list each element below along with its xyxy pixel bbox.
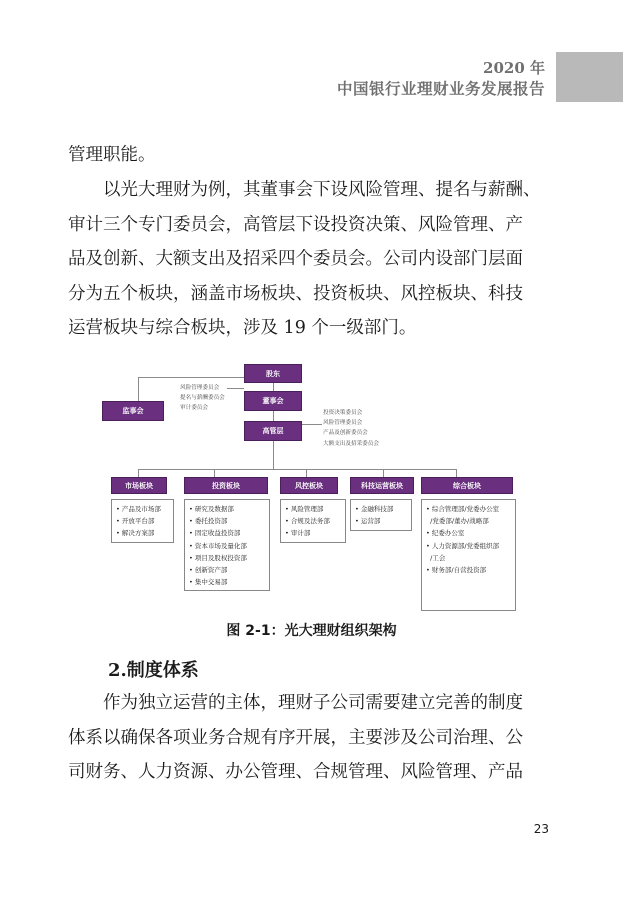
division-general-list xyxy=(421,499,516,611)
dept-item: /工会 xyxy=(426,553,446,562)
division-market: 市场板块 xyxy=(111,477,167,494)
dept-item: • 综合管理部/党委办公室 xyxy=(426,505,500,513)
node-board: 董事会 xyxy=(244,391,302,411)
dept-item: • 集中交易部 xyxy=(189,578,228,587)
text-line: 司财务、人力资源、办公管理、合规管理、风险管理、产品 xyxy=(68,762,523,782)
committee-item: 大额支出及招采委员会 xyxy=(323,440,379,447)
text-line: 分为五个板块，涵盖市场板块、投资板块、风控板块、科技 xyxy=(68,283,523,304)
committee-item: 风险管理委员会 xyxy=(180,385,220,391)
dept-item: • 风险管理部 xyxy=(285,505,324,513)
dept-item: • 审计部 xyxy=(285,529,311,538)
division-risk: 风控板块 xyxy=(280,477,338,494)
dept-item: • 解决方案部 xyxy=(116,529,155,538)
dept-item: • 合规及法务部 xyxy=(285,517,330,526)
dept-item: /党委部/董办/战略部 xyxy=(426,517,489,526)
committee-item: 投资决策委员会 xyxy=(323,410,363,416)
dept-item: • 研究及数据部 xyxy=(189,505,234,513)
node-management: 高管层 xyxy=(244,421,302,441)
dept-item: • 委托投资部 xyxy=(189,517,228,526)
dept-item: • 财务部/自营投资部 xyxy=(426,566,487,575)
dept-item: • 金融科技部 xyxy=(355,505,394,513)
division-market-list xyxy=(111,499,174,543)
section-heading: 2.制度体系 xyxy=(108,660,199,681)
division-investment-list xyxy=(184,499,270,591)
header-title: 中国银行业理财业务发展报告 xyxy=(336,79,545,98)
paragraph-bottom xyxy=(68,686,568,790)
node-shareholders: 股东 xyxy=(244,364,302,383)
dept-item: • 运营部 xyxy=(355,517,381,526)
board-committees xyxy=(180,383,225,414)
division-investment: 投资板块 xyxy=(184,477,268,494)
committee-item: 风险管理委员会 xyxy=(323,420,363,427)
committee-item: 产品及创新委员会 xyxy=(323,430,368,437)
text-line: 运营板块与综合板块，涉及 19 个一级部门。 xyxy=(68,318,417,338)
node-supervisors: 监事会 xyxy=(102,401,164,421)
text-line: 体系以确保各项业务合规有序开展，主要涉及公司治理、公 xyxy=(68,727,523,748)
division-tech-ops-list xyxy=(350,499,412,531)
text-line: 管理职能。 xyxy=(68,145,156,165)
text-line: 以光大理财为例，其董事会下设风险管理、提名与薪酬、 xyxy=(103,180,541,200)
dept-item: • 固定收益投资部 xyxy=(189,529,241,538)
text-line: 作为独立运营的主体，理财子公司需要建立完善的制度 xyxy=(103,693,523,713)
page-number: 23 xyxy=(533,822,549,836)
dept-item: • 产品及市场部 xyxy=(116,505,161,513)
dept-item: • 资本市场及量化部 xyxy=(189,541,247,550)
dept-item: • 纪委办公室 xyxy=(426,529,465,538)
committee-item: 审计委员会 xyxy=(180,405,208,412)
committee-item: 提名与薪酬委员会 xyxy=(180,395,225,402)
dept-item: • 人力资源部/党委组织部 xyxy=(426,541,500,550)
mgmt-committees xyxy=(323,408,379,449)
header-year: 2020 年 xyxy=(483,59,545,77)
text-line: 审计三个专门委员会，高管层下设投资决策、风险管理、产 xyxy=(68,214,523,235)
dept-item: • 项目及股权投资部 xyxy=(189,553,247,562)
figure-caption: 图 2-1：光大理财组织架构 xyxy=(226,623,397,639)
division-tech-ops: 科技运营板块 xyxy=(350,477,414,494)
dept-item: • 开放平台部 xyxy=(116,517,155,526)
dept-item: • 创新资产部 xyxy=(189,566,228,575)
text-line: 品及创新、大额支出及招采四个委员会。公司内设部门层面 xyxy=(68,249,523,269)
division-risk-list xyxy=(280,499,346,543)
division-general: 综合板块 xyxy=(421,477,513,494)
